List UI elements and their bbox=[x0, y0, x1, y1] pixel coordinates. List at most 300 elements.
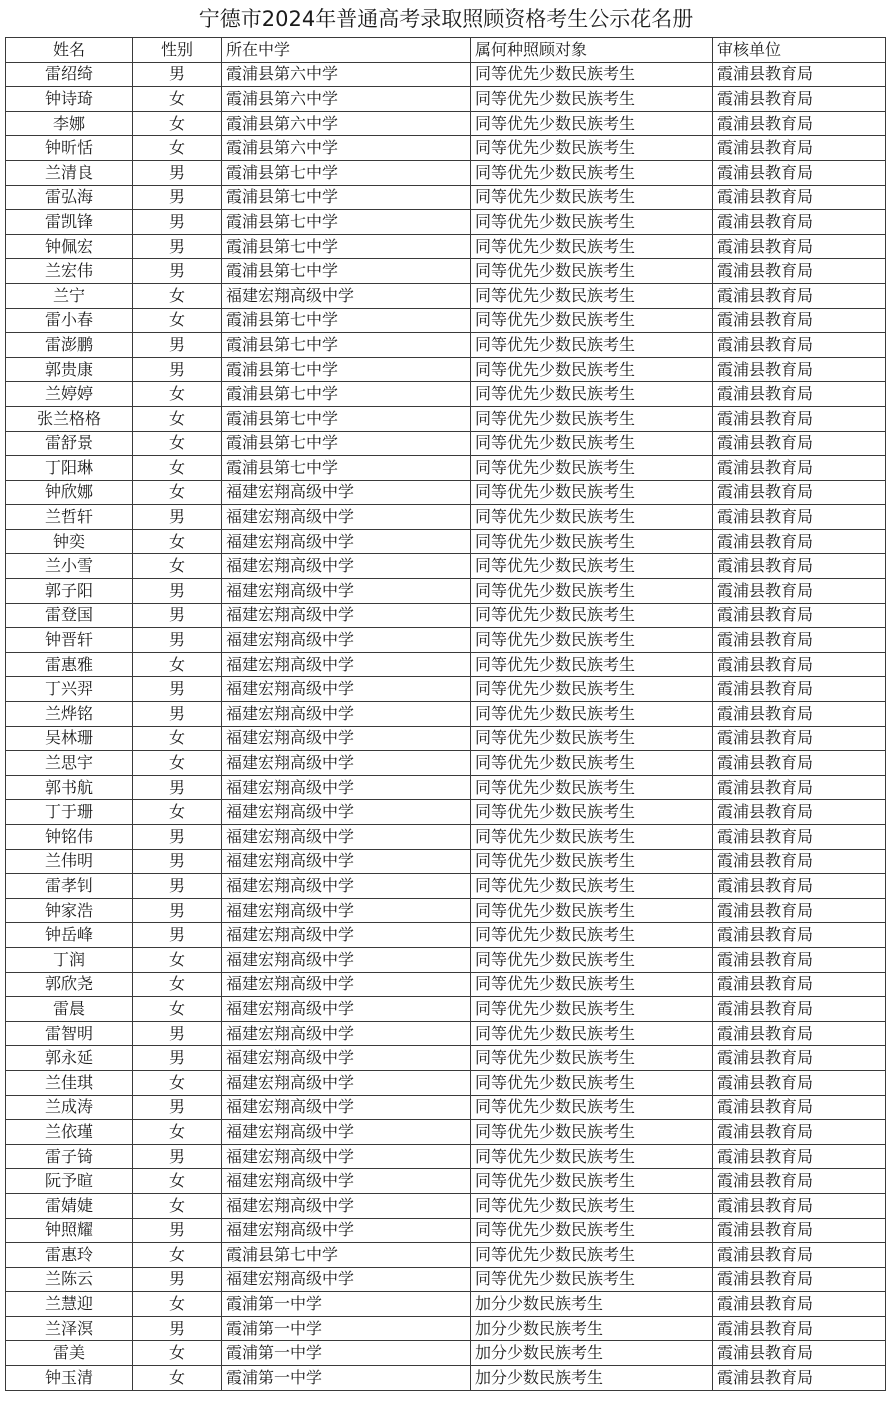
cell-school: 福建宏翔高级中学 bbox=[222, 480, 471, 505]
cell-category: 同等优先少数民族考生 bbox=[471, 210, 713, 235]
table-row bbox=[6, 1292, 886, 1317]
cell-category: 同等优先少数民族考生 bbox=[471, 160, 713, 185]
table-row bbox=[6, 947, 886, 972]
cell-name: 兰佳琪 bbox=[6, 1070, 133, 1095]
cell-category: 加分少数民族考生 bbox=[471, 1292, 713, 1317]
table-row bbox=[6, 529, 886, 554]
cell-category: 同等优先少数民族考生 bbox=[471, 898, 713, 923]
cell-gender: 男 bbox=[133, 874, 222, 899]
cell-school: 福建宏翔高级中学 bbox=[222, 628, 471, 653]
cell-gender: 女 bbox=[133, 997, 222, 1022]
cell-school: 霞浦县第七中学 bbox=[222, 456, 471, 481]
cell-reviewer: 霞浦县教育局 bbox=[713, 1243, 886, 1268]
cell-gender: 男 bbox=[133, 603, 222, 628]
cell-reviewer: 霞浦县教育局 bbox=[713, 406, 886, 431]
table-row bbox=[6, 87, 886, 112]
cell-reviewer: 霞浦县教育局 bbox=[713, 628, 886, 653]
cell-category: 同等优先少数民族考生 bbox=[471, 259, 713, 284]
cell-name: 雷晨 bbox=[6, 997, 133, 1022]
cell-reviewer: 霞浦县教育局 bbox=[713, 677, 886, 702]
cell-category: 同等优先少数民族考生 bbox=[471, 874, 713, 899]
cell-reviewer: 霞浦县教育局 bbox=[713, 874, 886, 899]
cell-school: 霞浦县第六中学 bbox=[222, 87, 471, 112]
cell-category: 同等优先少数民族考生 bbox=[471, 1169, 713, 1194]
table-row bbox=[6, 234, 886, 259]
table-row bbox=[6, 1120, 886, 1145]
cell-gender: 女 bbox=[133, 751, 222, 776]
cell-school: 福建宏翔高级中学 bbox=[222, 652, 471, 677]
cell-school: 霞浦县第七中学 bbox=[222, 185, 471, 210]
cell-school: 福建宏翔高级中学 bbox=[222, 1218, 471, 1243]
cell-reviewer: 霞浦县教育局 bbox=[713, 1316, 886, 1341]
cell-category: 同等优先少数民族考生 bbox=[471, 62, 713, 87]
cell-gender: 女 bbox=[133, 136, 222, 161]
cell-school: 霞浦县第七中学 bbox=[222, 431, 471, 456]
cell-school: 福建宏翔高级中学 bbox=[222, 800, 471, 825]
cell-name: 钟照耀 bbox=[6, 1218, 133, 1243]
cell-school: 霞浦第一中学 bbox=[222, 1292, 471, 1317]
cell-school: 福建宏翔高级中学 bbox=[222, 1021, 471, 1046]
cell-school: 霞浦县第六中学 bbox=[222, 62, 471, 87]
cell-school: 福建宏翔高级中学 bbox=[222, 898, 471, 923]
cell-gender: 男 bbox=[133, 1144, 222, 1169]
cell-gender: 男 bbox=[133, 1218, 222, 1243]
cell-category: 同等优先少数民族考生 bbox=[471, 333, 713, 358]
table-row bbox=[6, 1169, 886, 1194]
cell-category: 同等优先少数民族考生 bbox=[471, 1144, 713, 1169]
cell-reviewer: 霞浦县教育局 bbox=[713, 652, 886, 677]
cell-school: 福建宏翔高级中学 bbox=[222, 554, 471, 579]
cell-category: 同等优先少数民族考生 bbox=[471, 87, 713, 112]
cell-school: 福建宏翔高级中学 bbox=[222, 702, 471, 727]
cell-name: 兰婷婷 bbox=[6, 382, 133, 407]
cell-gender: 女 bbox=[133, 308, 222, 333]
cell-name: 雷绍绮 bbox=[6, 62, 133, 87]
cell-category: 同等优先少数民族考生 bbox=[471, 234, 713, 259]
cell-category: 同等优先少数民族考生 bbox=[471, 1243, 713, 1268]
cell-name: 郭贵康 bbox=[6, 357, 133, 382]
cell-gender: 女 bbox=[133, 1070, 222, 1095]
cell-category: 同等优先少数民族考生 bbox=[471, 800, 713, 825]
cell-category: 同等优先少数民族考生 bbox=[471, 726, 713, 751]
column-header-reviewer: 审核单位 bbox=[713, 38, 886, 63]
cell-gender: 女 bbox=[133, 1243, 222, 1268]
table-row bbox=[6, 1267, 886, 1292]
table-row bbox=[6, 972, 886, 997]
cell-gender: 女 bbox=[133, 529, 222, 554]
cell-name: 兰陈云 bbox=[6, 1267, 133, 1292]
cell-name: 雷弘海 bbox=[6, 185, 133, 210]
cell-category: 同等优先少数民族考生 bbox=[471, 456, 713, 481]
cell-category: 同等优先少数民族考生 bbox=[471, 652, 713, 677]
table-row bbox=[6, 160, 886, 185]
cell-gender: 男 bbox=[133, 825, 222, 850]
cell-reviewer: 霞浦县教育局 bbox=[713, 1144, 886, 1169]
column-header-gender: 性别 bbox=[133, 38, 222, 63]
cell-reviewer: 霞浦县教育局 bbox=[713, 1070, 886, 1095]
cell-gender: 女 bbox=[133, 726, 222, 751]
table-row bbox=[6, 505, 886, 530]
cell-category: 同等优先少数民族考生 bbox=[471, 628, 713, 653]
cell-school: 福建宏翔高级中学 bbox=[222, 947, 471, 972]
cell-school: 福建宏翔高级中学 bbox=[222, 726, 471, 751]
table-row bbox=[6, 1070, 886, 1095]
cell-school: 福建宏翔高级中学 bbox=[222, 825, 471, 850]
table-row bbox=[6, 800, 886, 825]
cell-gender: 女 bbox=[133, 111, 222, 136]
cell-category: 同等优先少数民族考生 bbox=[471, 554, 713, 579]
cell-gender: 男 bbox=[133, 1095, 222, 1120]
cell-name: 丁兴羿 bbox=[6, 677, 133, 702]
cell-category: 同等优先少数民族考生 bbox=[471, 775, 713, 800]
cell-category: 同等优先少数民族考生 bbox=[471, 136, 713, 161]
cell-category: 同等优先少数民族考生 bbox=[471, 677, 713, 702]
cell-reviewer: 霞浦县教育局 bbox=[713, 1169, 886, 1194]
cell-name: 丁阳琳 bbox=[6, 456, 133, 481]
cell-reviewer: 霞浦县教育局 bbox=[713, 62, 886, 87]
cell-reviewer: 霞浦县教育局 bbox=[713, 726, 886, 751]
cell-reviewer: 霞浦县教育局 bbox=[713, 505, 886, 530]
cell-gender: 女 bbox=[133, 800, 222, 825]
cell-reviewer: 霞浦县教育局 bbox=[713, 1218, 886, 1243]
cell-gender: 男 bbox=[133, 628, 222, 653]
cell-reviewer: 霞浦县教育局 bbox=[713, 234, 886, 259]
cell-school: 福建宏翔高级中学 bbox=[222, 775, 471, 800]
cell-category: 同等优先少数民族考生 bbox=[471, 308, 713, 333]
cell-gender: 男 bbox=[133, 702, 222, 727]
cell-name: 兰宏伟 bbox=[6, 259, 133, 284]
cell-category: 同等优先少数民族考生 bbox=[471, 1267, 713, 1292]
cell-name: 丁于珊 bbox=[6, 800, 133, 825]
table-row bbox=[6, 406, 886, 431]
cell-school: 霞浦县第七中学 bbox=[222, 160, 471, 185]
cell-name: 兰伟明 bbox=[6, 849, 133, 874]
cell-school: 霞浦县第六中学 bbox=[222, 111, 471, 136]
cell-reviewer: 霞浦县教育局 bbox=[713, 210, 886, 235]
cell-name: 兰清良 bbox=[6, 160, 133, 185]
cell-school: 福建宏翔高级中学 bbox=[222, 1070, 471, 1095]
cell-name: 郭子阳 bbox=[6, 579, 133, 604]
roster-table bbox=[5, 37, 886, 1391]
cell-reviewer: 霞浦县教育局 bbox=[713, 308, 886, 333]
cell-reviewer: 霞浦县教育局 bbox=[713, 1267, 886, 1292]
cell-name: 雷孝钊 bbox=[6, 874, 133, 899]
cell-reviewer: 霞浦县教育局 bbox=[713, 1021, 886, 1046]
cell-reviewer: 霞浦县教育局 bbox=[713, 1341, 886, 1366]
cell-reviewer: 霞浦县教育局 bbox=[713, 1046, 886, 1071]
table-row bbox=[6, 185, 886, 210]
cell-gender: 女 bbox=[133, 1169, 222, 1194]
cell-gender: 女 bbox=[133, 1193, 222, 1218]
table-header-row bbox=[6, 38, 886, 63]
cell-reviewer: 霞浦县教育局 bbox=[713, 431, 886, 456]
cell-name: 雷惠雅 bbox=[6, 652, 133, 677]
cell-name: 雷小春 bbox=[6, 308, 133, 333]
cell-name: 兰泽溟 bbox=[6, 1316, 133, 1341]
cell-school: 福建宏翔高级中学 bbox=[222, 1046, 471, 1071]
cell-name: 钟玉清 bbox=[6, 1366, 133, 1391]
cell-category: 同等优先少数民族考生 bbox=[471, 1120, 713, 1145]
cell-reviewer: 霞浦县教育局 bbox=[713, 997, 886, 1022]
cell-category: 同等优先少数民族考生 bbox=[471, 825, 713, 850]
cell-gender: 男 bbox=[133, 1267, 222, 1292]
cell-school: 霞浦第一中学 bbox=[222, 1366, 471, 1391]
cell-school: 福建宏翔高级中学 bbox=[222, 874, 471, 899]
cell-gender: 女 bbox=[133, 652, 222, 677]
cell-category: 同等优先少数民族考生 bbox=[471, 505, 713, 530]
table-row bbox=[6, 136, 886, 161]
cell-name: 兰烨铭 bbox=[6, 702, 133, 727]
cell-reviewer: 霞浦县教育局 bbox=[713, 825, 886, 850]
cell-name: 雷舒景 bbox=[6, 431, 133, 456]
cell-school: 福建宏翔高级中学 bbox=[222, 1267, 471, 1292]
cell-gender: 男 bbox=[133, 579, 222, 604]
cell-school: 霞浦县第七中学 bbox=[222, 210, 471, 235]
cell-gender: 男 bbox=[133, 1021, 222, 1046]
table-row bbox=[6, 1341, 886, 1366]
cell-category: 同等优先少数民族考生 bbox=[471, 603, 713, 628]
cell-gender: 女 bbox=[133, 382, 222, 407]
cell-school: 霞浦县第七中学 bbox=[222, 333, 471, 358]
cell-gender: 男 bbox=[133, 1046, 222, 1071]
table-row bbox=[6, 554, 886, 579]
table-row bbox=[6, 357, 886, 382]
cell-school: 福建宏翔高级中学 bbox=[222, 1144, 471, 1169]
table-row bbox=[6, 1218, 886, 1243]
cell-category: 同等优先少数民族考生 bbox=[471, 1218, 713, 1243]
table-row bbox=[6, 308, 886, 333]
cell-name: 郭永延 bbox=[6, 1046, 133, 1071]
cell-name: 雷婧婕 bbox=[6, 1193, 133, 1218]
cell-gender: 男 bbox=[133, 357, 222, 382]
cell-gender: 男 bbox=[133, 898, 222, 923]
cell-reviewer: 霞浦县教育局 bbox=[713, 1366, 886, 1391]
cell-reviewer: 霞浦县教育局 bbox=[713, 898, 886, 923]
cell-name: 张兰格格 bbox=[6, 406, 133, 431]
cell-gender: 女 bbox=[133, 480, 222, 505]
cell-reviewer: 霞浦县教育局 bbox=[713, 456, 886, 481]
cell-gender: 女 bbox=[133, 1120, 222, 1145]
cell-category: 同等优先少数民族考生 bbox=[471, 357, 713, 382]
cell-reviewer: 霞浦县教育局 bbox=[713, 87, 886, 112]
cell-school: 福建宏翔高级中学 bbox=[222, 283, 471, 308]
table-row bbox=[6, 1021, 886, 1046]
cell-name: 钟佩宏 bbox=[6, 234, 133, 259]
cell-name: 阮予暄 bbox=[6, 1169, 133, 1194]
cell-school: 福建宏翔高级中学 bbox=[222, 505, 471, 530]
cell-name: 雷美 bbox=[6, 1341, 133, 1366]
cell-category: 同等优先少数民族考生 bbox=[471, 947, 713, 972]
cell-category: 同等优先少数民族考生 bbox=[471, 579, 713, 604]
cell-reviewer: 霞浦县教育局 bbox=[713, 357, 886, 382]
cell-name: 兰成涛 bbox=[6, 1095, 133, 1120]
cell-school: 福建宏翔高级中学 bbox=[222, 923, 471, 948]
cell-gender: 男 bbox=[133, 185, 222, 210]
cell-reviewer: 霞浦县教育局 bbox=[713, 1292, 886, 1317]
cell-reviewer: 霞浦县教育局 bbox=[713, 554, 886, 579]
cell-category: 同等优先少数民族考生 bbox=[471, 111, 713, 136]
cell-category: 同等优先少数民族考生 bbox=[471, 529, 713, 554]
cell-name: 兰小雪 bbox=[6, 554, 133, 579]
table-row bbox=[6, 111, 886, 136]
cell-reviewer: 霞浦县教育局 bbox=[713, 800, 886, 825]
cell-category: 同等优先少数民族考生 bbox=[471, 1095, 713, 1120]
cell-gender: 男 bbox=[133, 333, 222, 358]
cell-school: 福建宏翔高级中学 bbox=[222, 1193, 471, 1218]
table-row bbox=[6, 603, 886, 628]
cell-name: 钟晋轩 bbox=[6, 628, 133, 653]
table-row bbox=[6, 62, 886, 87]
cell-category: 同等优先少数民族考生 bbox=[471, 406, 713, 431]
cell-name: 兰思宇 bbox=[6, 751, 133, 776]
cell-category: 同等优先少数民族考生 bbox=[471, 382, 713, 407]
table-row bbox=[6, 702, 886, 727]
cell-category: 同等优先少数民族考生 bbox=[471, 997, 713, 1022]
cell-category: 同等优先少数民族考生 bbox=[471, 1021, 713, 1046]
table-row bbox=[6, 431, 886, 456]
cell-school: 福建宏翔高级中学 bbox=[222, 849, 471, 874]
table-row bbox=[6, 579, 886, 604]
cell-category: 同等优先少数民族考生 bbox=[471, 1193, 713, 1218]
cell-category: 同等优先少数民族考生 bbox=[471, 1046, 713, 1071]
cell-school: 福建宏翔高级中学 bbox=[222, 1095, 471, 1120]
cell-school: 霞浦县第七中学 bbox=[222, 308, 471, 333]
cell-name: 郭欣尧 bbox=[6, 972, 133, 997]
cell-name: 雷子锜 bbox=[6, 1144, 133, 1169]
cell-name: 郭书航 bbox=[6, 775, 133, 800]
table-row bbox=[6, 775, 886, 800]
cell-gender: 女 bbox=[133, 1366, 222, 1391]
cell-gender: 女 bbox=[133, 1292, 222, 1317]
table-row bbox=[6, 1046, 886, 1071]
cell-category: 加分少数民族考生 bbox=[471, 1341, 713, 1366]
table-row bbox=[6, 1144, 886, 1169]
cell-gender: 女 bbox=[133, 1341, 222, 1366]
cell-category: 同等优先少数民族考生 bbox=[471, 283, 713, 308]
cell-school: 福建宏翔高级中学 bbox=[222, 997, 471, 1022]
cell-reviewer: 霞浦县教育局 bbox=[713, 702, 886, 727]
table-row bbox=[6, 1193, 886, 1218]
cell-gender: 男 bbox=[133, 1316, 222, 1341]
cell-school: 霞浦县第七中学 bbox=[222, 1243, 471, 1268]
cell-school: 霞浦县第七中学 bbox=[222, 259, 471, 284]
cell-category: 同等优先少数民族考生 bbox=[471, 751, 713, 776]
cell-gender: 女 bbox=[133, 554, 222, 579]
roster-body bbox=[6, 38, 886, 1391]
cell-school: 霞浦县第七中学 bbox=[222, 382, 471, 407]
cell-gender: 男 bbox=[133, 234, 222, 259]
cell-gender: 男 bbox=[133, 505, 222, 530]
cell-name: 兰依瑾 bbox=[6, 1120, 133, 1145]
cell-gender: 男 bbox=[133, 677, 222, 702]
cell-reviewer: 霞浦县教育局 bbox=[713, 603, 886, 628]
cell-name: 钟岳峰 bbox=[6, 923, 133, 948]
cell-reviewer: 霞浦县教育局 bbox=[713, 136, 886, 161]
cell-gender: 男 bbox=[133, 923, 222, 948]
cell-school: 福建宏翔高级中学 bbox=[222, 1169, 471, 1194]
cell-name: 钟昕恬 bbox=[6, 136, 133, 161]
cell-school: 福建宏翔高级中学 bbox=[222, 1120, 471, 1145]
cell-reviewer: 霞浦县教育局 bbox=[713, 259, 886, 284]
cell-reviewer: 霞浦县教育局 bbox=[713, 382, 886, 407]
cell-name: 雷智明 bbox=[6, 1021, 133, 1046]
cell-category: 同等优先少数民族考生 bbox=[471, 1070, 713, 1095]
table-row bbox=[6, 825, 886, 850]
cell-category: 同等优先少数民族考生 bbox=[471, 480, 713, 505]
cell-category: 同等优先少数民族考生 bbox=[471, 431, 713, 456]
cell-category: 同等优先少数民族考生 bbox=[471, 972, 713, 997]
cell-name: 钟铭伟 bbox=[6, 825, 133, 850]
cell-school: 福建宏翔高级中学 bbox=[222, 751, 471, 776]
cell-name: 雷登国 bbox=[6, 603, 133, 628]
cell-school: 福建宏翔高级中学 bbox=[222, 677, 471, 702]
cell-school: 霞浦县第七中学 bbox=[222, 406, 471, 431]
cell-reviewer: 霞浦县教育局 bbox=[713, 947, 886, 972]
cell-name: 钟欣娜 bbox=[6, 480, 133, 505]
cell-gender: 男 bbox=[133, 775, 222, 800]
table-row bbox=[6, 1243, 886, 1268]
cell-gender: 男 bbox=[133, 62, 222, 87]
cell-name: 吴林珊 bbox=[6, 726, 133, 751]
cell-school: 霞浦第一中学 bbox=[222, 1316, 471, 1341]
table-row bbox=[6, 259, 886, 284]
cell-gender: 女 bbox=[133, 431, 222, 456]
cell-name: 兰慧迎 bbox=[6, 1292, 133, 1317]
cell-name: 雷惠玲 bbox=[6, 1243, 133, 1268]
table-row bbox=[6, 997, 886, 1022]
cell-gender: 男 bbox=[133, 849, 222, 874]
cell-gender: 女 bbox=[133, 972, 222, 997]
cell-name: 钟家浩 bbox=[6, 898, 133, 923]
cell-school: 霞浦县第六中学 bbox=[222, 136, 471, 161]
cell-reviewer: 霞浦县教育局 bbox=[713, 283, 886, 308]
cell-school: 福建宏翔高级中学 bbox=[222, 529, 471, 554]
cell-reviewer: 霞浦县教育局 bbox=[713, 579, 886, 604]
cell-category: 加分少数民族考生 bbox=[471, 1316, 713, 1341]
table-row bbox=[6, 898, 886, 923]
cell-school: 霞浦第一中学 bbox=[222, 1341, 471, 1366]
cell-gender: 女 bbox=[133, 456, 222, 481]
table-row bbox=[6, 382, 886, 407]
cell-reviewer: 霞浦县教育局 bbox=[713, 111, 886, 136]
cell-reviewer: 霞浦县教育局 bbox=[713, 923, 886, 948]
cell-name: 钟奕 bbox=[6, 529, 133, 554]
table-row bbox=[6, 480, 886, 505]
table-row bbox=[6, 283, 886, 308]
cell-name: 兰哲轩 bbox=[6, 505, 133, 530]
cell-gender: 男 bbox=[133, 210, 222, 235]
cell-reviewer: 霞浦县教育局 bbox=[713, 775, 886, 800]
cell-school: 霞浦县第七中学 bbox=[222, 234, 471, 259]
column-header-school: 所在中学 bbox=[222, 38, 471, 63]
cell-name: 兰宁 bbox=[6, 283, 133, 308]
table-row bbox=[6, 1366, 886, 1391]
table-row bbox=[6, 1095, 886, 1120]
cell-name: 钟诗琦 bbox=[6, 87, 133, 112]
cell-school: 福建宏翔高级中学 bbox=[222, 972, 471, 997]
cell-gender: 女 bbox=[133, 87, 222, 112]
cell-category: 同等优先少数民族考生 bbox=[471, 702, 713, 727]
cell-gender: 男 bbox=[133, 160, 222, 185]
table-row bbox=[6, 923, 886, 948]
column-header-category: 属何种照顾对象 bbox=[471, 38, 713, 63]
cell-school: 福建宏翔高级中学 bbox=[222, 603, 471, 628]
table-row bbox=[6, 726, 886, 751]
table-row bbox=[6, 849, 886, 874]
table-row bbox=[6, 456, 886, 481]
cell-reviewer: 霞浦县教育局 bbox=[713, 185, 886, 210]
cell-name: 雷澎鹏 bbox=[6, 333, 133, 358]
